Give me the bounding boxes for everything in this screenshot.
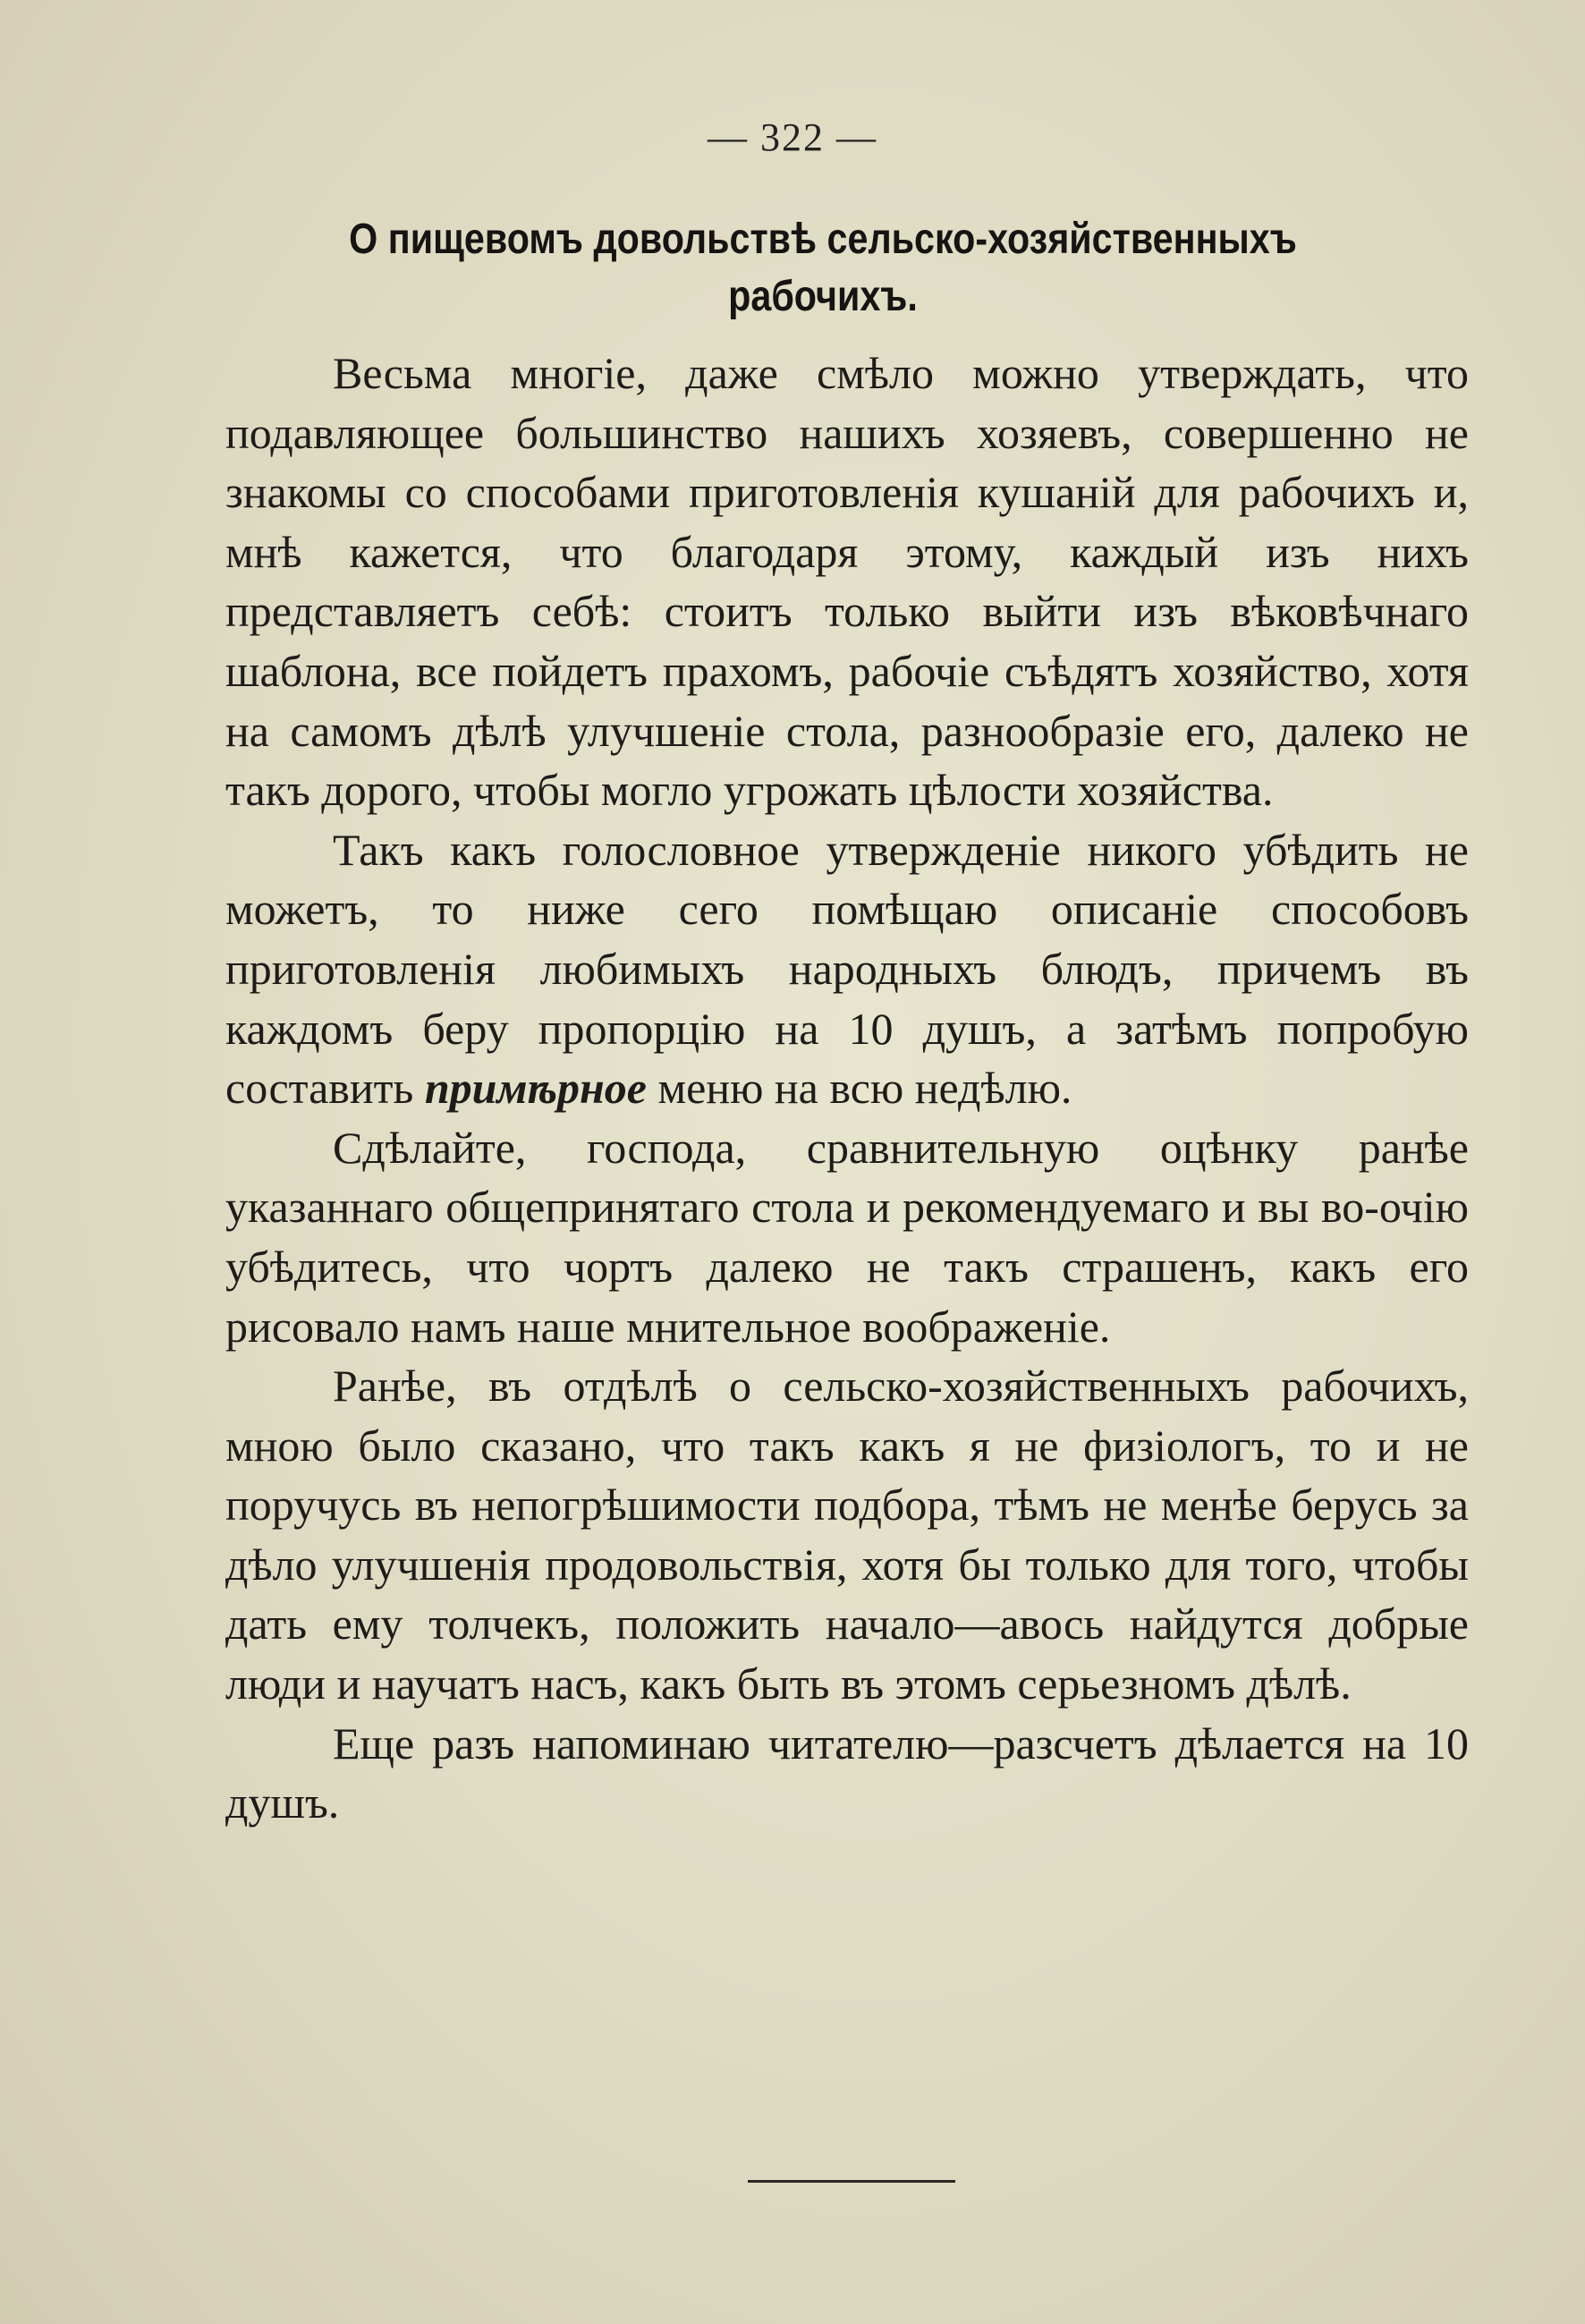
- section-end-rule: [748, 2180, 955, 2183]
- paragraph-2-text-before: Такъ какъ голословное утвержденіе никого убѣдить не можетъ, то ниже сего помѣщаю описаніе способовъ приготовленія любимыхъ народныхъ блюдъ, причемъ въ каждомъ беру пропорцію на 10 душъ, а затѣмъ попробую составить: [225, 824, 1469, 1114]
- paragraph-5: Еще разъ напоминаю читателю—разсчетъ дѣлается на 10 душъ.: [225, 1718, 1469, 1828]
- section-title: О пищевомъ довольствѣ сельско-хозяйственныхъ рабочихъ.: [349, 216, 1297, 320]
- paragraph-3: Сдѣлайте, господа, сравнительную оцѣнку ранѣе указаннаго общепринятаго стола и рекомендуемаго и вы во-очію убѣдитесь, что чортъ далеко не такъ страшенъ, какъ его рисовало намъ наше мнительное воображеніе.: [225, 1122, 1469, 1352]
- page-number: — 322 —: [708, 115, 877, 159]
- paragraph-4: Ранѣе, въ отдѣлѣ о сельско-хозяйственныхъ рабочихъ, мною было сказано, что такъ какъ я не физіологъ, то и не поручусь въ непогрѣшимости подбора, тѣмъ не менѣе берусь за дѣло улучшенія продовольствія, хотя бы только для того, чтобы дать ему толчекъ, положить начало—авось найдутся добрые люди и научатъ насъ, какъ быть въ этомъ серьезномъ дѣлѣ.: [225, 1361, 1469, 1709]
- emphasized-word: примѣрное: [424, 1063, 647, 1114]
- paragraph-1: Весьма многіе, даже смѣло можно утверждать, что подавляющее большинство нашихъ хозяевъ, совершенно не знакомы со способами приготовленія кушаній для рабочихъ и, мнѣ кажется, что благодаря этому, каждый изъ нихъ представляетъ себѣ: стоитъ только выйти изъ вѣковѣчнаго шаблона, все пойдетъ прахомъ, рабочіе съѣдятъ хозяйство, хотя на самомъ дѣлѣ улучшеніе стола, разнообразіе его, далеко не такъ дорого, чтобы могло угрожать цѣлости хозяйства.: [225, 348, 1469, 816]
- paragraph-2: [225, 820, 1469, 1118]
- body-text: [225, 344, 1469, 1833]
- paragraph-2-text-after: меню на всю недѣлю.: [657, 1063, 1072, 1114]
